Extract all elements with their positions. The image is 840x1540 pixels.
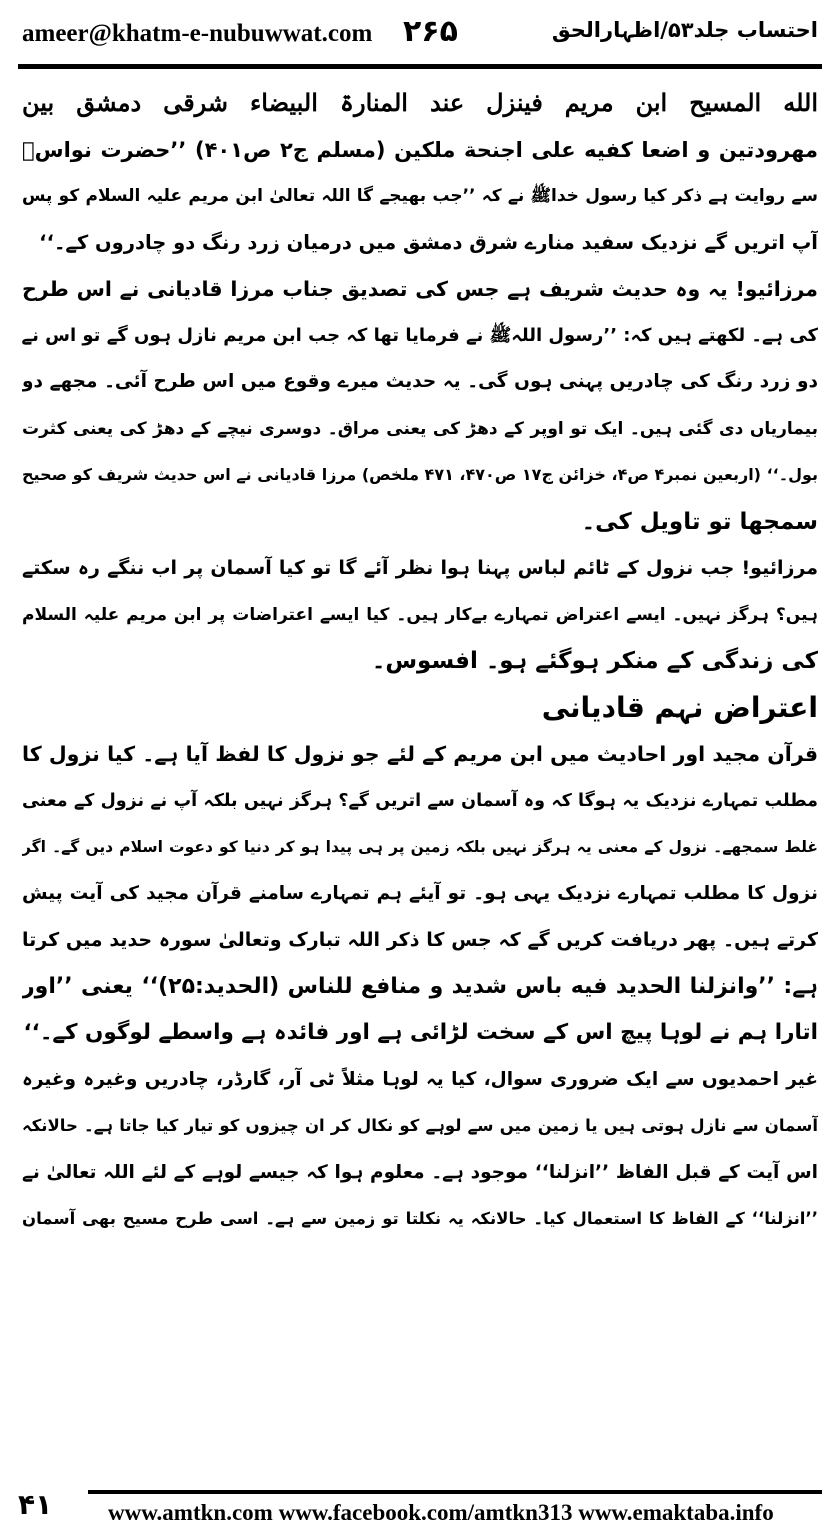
text-line: سے روایت ہے ذکر کیا رسول خداﷺ نے کہ ’’جب بھیجے گا اللہ تعالیٰ ابن مریم علیہ السلام کو پس	[22, 186, 818, 206]
text-line: آپ اتریں گے نزدیک سفید منارے شرق دمشق میں درمیان زرد رنگ دو چادروں کے۔‘‘	[39, 230, 818, 254]
text-line: ’’انزلنا‘‘ کے الفاظ کا استعمال کیا۔ حالانکہ یہ نکلتا تو زمین سے ہے۔ اسی طرح مسیح بھی آسمان	[22, 1209, 818, 1228]
text-line: اس آیت کے قبل الفاظ ’’انزلنا‘‘ موجود ہے۔ معلوم ہوا کہ جیسے لوہے کے لئے اللہ تعالیٰ نے	[22, 1161, 818, 1183]
text-line: ہیں؟ ہرگز نہیں۔ ایسے اعتراض تمہارے بےکار ہیں۔ کیا ایسے اعتراضات پر ابن مریم علیہ السلام	[22, 604, 818, 625]
page-body-text	[22, 80, 818, 1470]
text-line: بیماریاں دی گئی ہیں۔ ایک تو اوپر کے دھڑ کی یعنی مراق۔ دوسری نیچے کے دھڑ کی یعنی کثرت	[22, 418, 818, 439]
text-line: دو زرد رنگ کی چادریں پہنی ہوں گی۔ یہ حدیث میرے وقوع میں اس طرح آئی۔ مجھے دو	[22, 371, 818, 392]
section-heading: اعتراض نہم قادیانی	[541, 690, 818, 724]
footer-rule	[88, 1490, 822, 1494]
text-line: کرتے ہیں۔ پھر دریافت کریں گے کہ جس کا ذکر اللہ تبارک وتعالیٰ سورہ حدید میں کرتا	[22, 929, 818, 951]
header-rule	[18, 64, 822, 69]
text-line: سمجھا تو تاویل کی۔	[581, 508, 818, 535]
text-line: مرزائیو! یہ وہ حدیث شریف ہے جس کی تصدیق جناب مرزا قادیانی نے اس طرح	[22, 277, 818, 301]
text-line: غیر احمدیوں سے ایک ضروری سوال، کیا یہ لوہا مثلاً ٹی آر، گارڈر، چادریں وغیرہ وغیرہ	[22, 1068, 818, 1090]
text-line: الله المسیح ابن مریم فینزل عند المنارۃ البیضاء شرقی دمشق بین	[22, 88, 818, 117]
footer-website-links: www.amtkn.com www.facebook.com/amtkn313 www.emaktaba.info	[108, 1500, 774, 1525]
text-line: بول۔‘‘ (اربعین نمبر۴ ص۴، خزائن ج۱۷ ص۴۷۰، ۴۷۱ ملخص) مرزا قادیانی نے اس حدیث شریف کو صحیح	[22, 465, 818, 484]
text-line: قرآن مجید اور احادیث میں ابن مریم کے لئے جو نزول کا لفظ آیا ہے۔ کیا نزول کا	[22, 742, 818, 766]
text-line: آسمان سے نازل ہوتی ہیں یا زمین میں سے لوہے کو نکال کر ان چیزوں کو تیار کیا جاتا ہے۔ حالانکہ	[22, 1116, 818, 1135]
header-book-title: احتساب جلد۵۳/اظہارالحق	[551, 18, 818, 42]
text-line: ہے: ’’وانزلنا الحدید فیه باس شدید و منافع للناس (الحدید:۲۵)‘‘ یعنی ’’اور	[22, 973, 818, 999]
text-line: کی زندگی کے منکر ہوگئے ہو۔ افسوس۔	[371, 648, 818, 674]
text-line: مرزائیو! جب نزول کے ٹائم لباس پہنا ہوا نظر آئے گا تو کیا آسمان پر اب ننگے رہ سکتے	[22, 557, 818, 579]
text-line: مھرودتین و اضعا کفیه علی اجنحة ملکین (مسلم ج۲ ص۴۰۱) ’’حضرت نواسؓ	[22, 137, 818, 162]
text-line: غلط سمجھے۔ نزول کے معنی یہ ہرگز نہیں بلکہ زمین پر ہی پیدا ہو کر دنیا کو دعوت اسلام دیں گے۔ اگر	[22, 838, 818, 856]
header-email: ameer@khatm-e-nubuwwat.com	[22, 20, 373, 47]
text-line: اتارا ہم نے لوہا پیچ اس کے سخت لڑائی ہے اور فائدہ ہے واسطے لوگوں کے۔‘‘	[23, 1020, 818, 1045]
header-page-number: ۲۶۵	[403, 14, 458, 49]
footer-page-number: ۴۱	[18, 1488, 53, 1521]
text-line: نزول کا مطلب تمہارے نزدیک یہی ہو۔ تو آیئے ہم تمہارے سامنے قرآن مجید کی آیت پیش	[22, 882, 818, 904]
text-line: مطلب تمہارے نزدیک یہ ہوگا کہ وہ آسمان سے اتریں گے؟ ہرگز نہیں بلکہ آپ نے نزول کے معنی	[22, 790, 818, 811]
page-footer	[18, 1488, 822, 1528]
page-header	[18, 14, 822, 58]
text-line: کی ہے۔ لکھتے ہیں کہ: ’’رسول اللہﷺ نے فرمایا تھا کہ جب ابن مریم نازل ہوں گے تو اس نے	[22, 324, 818, 346]
